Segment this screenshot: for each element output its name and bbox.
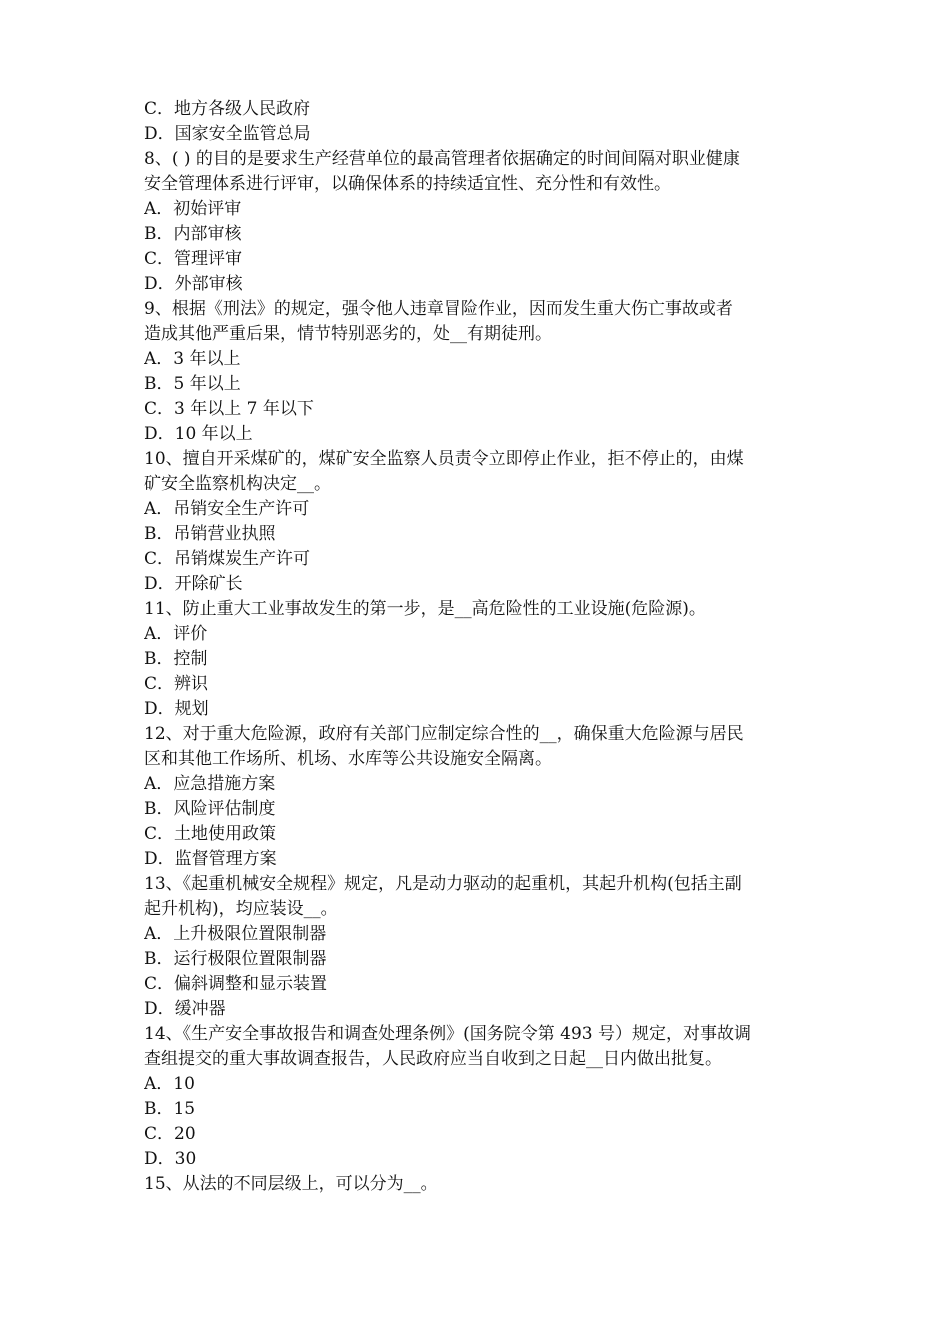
option-a: A．3 年以上 [144,349,241,369]
option-c: C．吊销煤炭生产许可 [144,549,311,569]
option-c: C．辨识 [144,674,209,694]
option-d: D．监督管理方案 [144,849,277,869]
question-text: 10、擅自开采煤矿的，煤矿安全监察人员责令立即停止作业，拒不停止的，由煤 [144,449,744,469]
option-d: D．缓冲器 [144,999,226,1019]
question-text: 12、对于重大危险源，政府有关部门应制定综合性的__，确保重大危险源与居民 [144,724,744,744]
question-text: 区和其他工作场所、机场、水库等公共设施安全隔离。 [144,749,552,769]
option-c: C．土地使用政策 [144,824,277,844]
option-b: B．运行极限位置限制器 [144,949,327,969]
option-c: C．20 [144,1124,196,1144]
text-line: D．国家安全监管总局 [144,124,311,144]
option-a: A．10 [144,1074,195,1094]
question-text: 15、从法的不同层级上，可以分为__。 [144,1174,438,1194]
question-text: 14、《生产安全事故报告和调查处理条例》(国务院令第 493 号）规定，对事故调 [144,1024,752,1044]
option-d: D．规划 [144,699,209,719]
question-text: 9、根据《刑法》的规定，强令他人违章冒险作业，因而发生重大伤亡事故或者 [144,299,733,319]
option-d: D．外部审核 [144,274,243,294]
question-text: 查组提交的重大事故调查报告，人民政府应当自收到之日起__日内做出批复。 [144,1049,722,1069]
option-a: A．上升极限位置限制器 [144,924,327,944]
question-text: 11、防止重大工业事故发生的第一步，是__高危险性的工业设施(危险源)。 [144,599,706,619]
question-text: 矿安全监察机构决定__。 [144,474,331,494]
option-b: B．15 [144,1099,196,1119]
option-d: D．10 年以上 [144,424,253,444]
question-text: 造成其他严重后果，情节特别恶劣的，处__有期徒刑。 [144,324,552,344]
option-b: B．5 年以上 [144,374,241,394]
question-text: 起升机构)，均应装设__。 [144,899,338,919]
option-c: C．偏斜调整和显示装置 [144,974,328,994]
option-b: B．内部审核 [144,224,242,244]
option-d: D．开除矿长 [144,574,243,594]
document-body [144,97,824,1197]
option-d: D．30 [144,1149,197,1169]
option-a: A．评价 [144,624,208,644]
question-text: 8、( ) 的目的是要求生产经营单位的最高管理者依据确定的时间间隔对职业健康 [144,149,740,169]
option-a: A．应急措施方案 [144,774,276,794]
option-c: C．3 年以上 7 年以下 [144,399,314,419]
text-line: C．地方各级人民政府 [144,99,311,119]
question-text: 安全管理体系进行评审，以确保体系的持续适宜性、充分性和有效性。 [144,174,671,194]
option-b: B．吊销营业执照 [144,524,276,544]
option-a: A．初始评审 [144,199,242,219]
question-text: 13、《起重机械安全规程》规定，凡是动力驱动的起重机，其起升机构(包括主副 [144,874,742,894]
option-a: A．吊销安全生产许可 [144,499,310,519]
option-b: B．控制 [144,649,208,669]
option-c: C．管理评审 [144,249,243,269]
option-b: B．风险评估制度 [144,799,276,819]
